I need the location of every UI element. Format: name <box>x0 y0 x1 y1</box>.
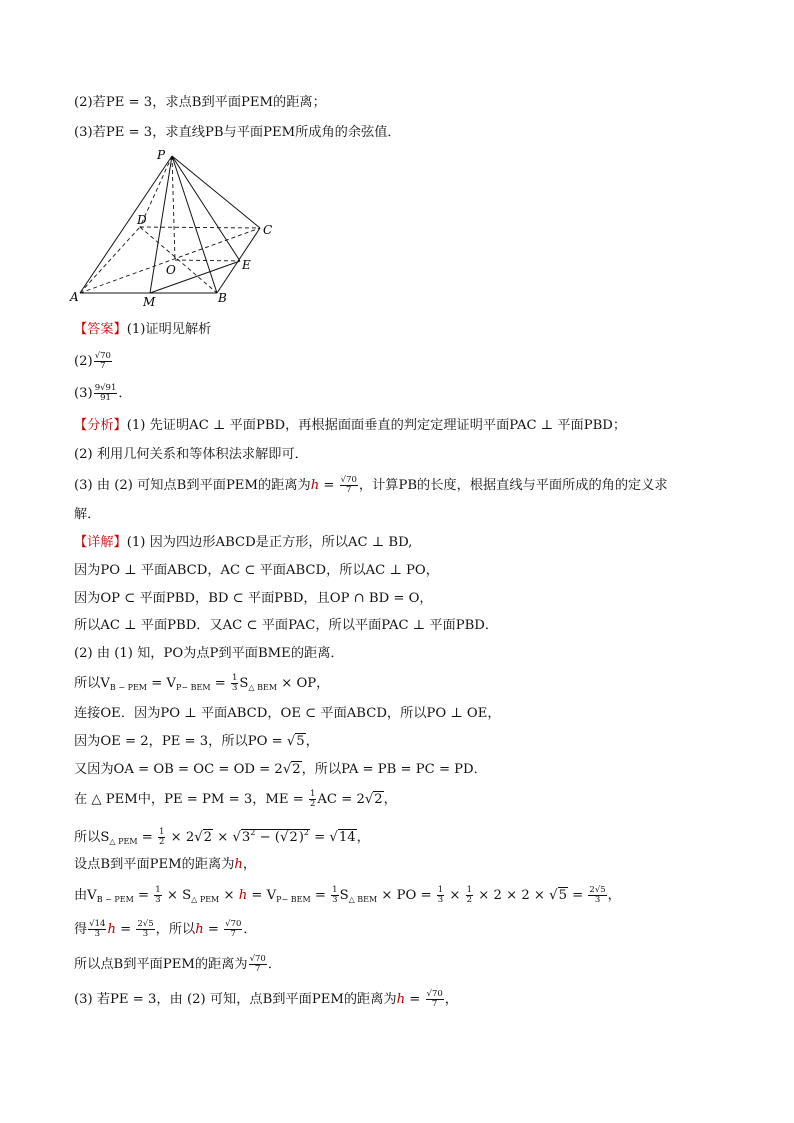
detail-line-7: 连接OE．因为PO ⊥ 平面ABCD，OE ⊂ 平面ABCD，所以PO ⊥ OE， <box>74 706 501 721</box>
detail-line-2: 因为PO ⊥ 平面ABCD，AC ⊂ 平面ABCD，所以AC ⊥ PO， <box>74 563 439 578</box>
detail-line-5: (2) 由 (1) 知，PO为点P到平面BME的距离． <box>74 646 344 661</box>
answer-line-2 <box>74 352 113 372</box>
analysis-line-2: (2) 利用几何关系和等体积法求解即可． <box>74 447 308 462</box>
question-3: (3)若PE = 3，求直线PB与平面PEM所成角的余弦值． <box>74 125 401 140</box>
analysis-line-1: 【分析】(1) 先证明AC ⊥ 平面PBD，再根据面面垂直的判定定理证明平面PAC ⊥ 平面PBD； <box>74 418 627 433</box>
answer-1: (1)证明见解析 <box>126 322 212 337</box>
label-C: C <box>263 223 273 237</box>
answer-line-3: (3) $\frac{9√91}{91}$ ． <box>74 383 132 403</box>
answer-tag: 【答案】 <box>74 322 127 337</box>
answer-3-prefix: (3) <box>74 386 93 401</box>
detail-line-16: (3) 若PE = 3，由 (2) 可知，点B到平面PEM的距离为h = $\frac{√70}{7}$ ， <box>74 989 458 1009</box>
detail-line-13: 由$V_{B - PEM}$ = $\frac{1}{3}$ × $S_{\triangle PEM} \times h = V_{P- BEM}$ = $\frac{1}{3}$ $S_{\triangle BEM}$ × PO = $\frac{1}{3}$ × $\frac{1}{2}$ × 2 × 2 × √5 = $\frac{2√5}{3}$ ， <box>74 885 621 905</box>
label-A: A <box>70 290 79 304</box>
answer-3-frac: $\frac{9√91}{91}$ <box>94 383 117 403</box>
answer-line-1 <box>74 320 211 340</box>
pyramid-figure <box>60 140 300 310</box>
detail-line-8: 因为OE = 2，PE = 3，所以PO = √5， <box>74 734 319 749</box>
label-M: M <box>143 295 156 309</box>
detail-line-11: 所以$S_{\triangle PEM}$ = $\frac{1}{2}$ × $2√2 \times √3^2 - (√2)^2 = √14$， <box>74 827 370 847</box>
detail-line-3: 因为OP ⊂ 平面PBD，BD ⊂ 平面PBD，且OP ∩ BD = O， <box>74 591 433 606</box>
label-O: O <box>166 263 176 277</box>
detail-line-14: 得 $\frac{√14}{3}$ h = $\frac{2√5}{3}$ ，所以h = $\frac{√70}{7}$ ． <box>74 919 257 939</box>
detail-line-4: 所以AC ⊥ 平面PBD．又AC ⊂ 平面PAC，所以平面PAC ⊥ 平面PBD． <box>74 618 499 633</box>
label-P: P <box>157 148 166 162</box>
answer-2-frac: $\frac{√70}{7}$ <box>94 351 111 371</box>
detail-line-15: 所以点B到平面PEM的距离为 $\frac{√70}{7}$ ． <box>74 954 282 974</box>
label-D: D <box>137 213 147 227</box>
detail-line-10: 在 △ PEM中，PE = PM = 3，ME = $\frac{1}{2}$ AC = 2√2， <box>74 789 397 809</box>
label-B: B <box>218 291 227 305</box>
question-2: (2)若PE = 3，求点B到平面PEM的距离； <box>74 95 326 110</box>
detail-line-1: 【详解】(1) 因为四边形ABCD是正方形，所以AC ⊥ BD, <box>74 535 413 550</box>
analysis-line-4: 解． <box>74 507 101 522</box>
analysis-line-3: (3) 由 (2) 可知点B到平面PEM的距离为h = $\frac{√70}{7}$ ，计算PB的长度，根据直线与平面所成的角的定义求 <box>74 475 668 495</box>
detail-tag: 【详解】 <box>74 535 127 550</box>
answer-2-prefix: (2) <box>74 354 93 369</box>
label-E: E <box>242 258 251 272</box>
detail-line-12: 设点B到平面PEM的距离为h， <box>74 857 257 872</box>
detail-line-6: 所以$V_{B - PEM} = V_{P- BEM}$ = $\frac{1}{3}$ $S_{\triangle BEM}$ × OP， <box>74 673 330 693</box>
detail-line-9: 又因为OA = OB = OC = OD = 2√2，所以PA = PB = PC = PD． <box>74 762 487 777</box>
analysis-tag: 【分析】 <box>74 418 127 433</box>
